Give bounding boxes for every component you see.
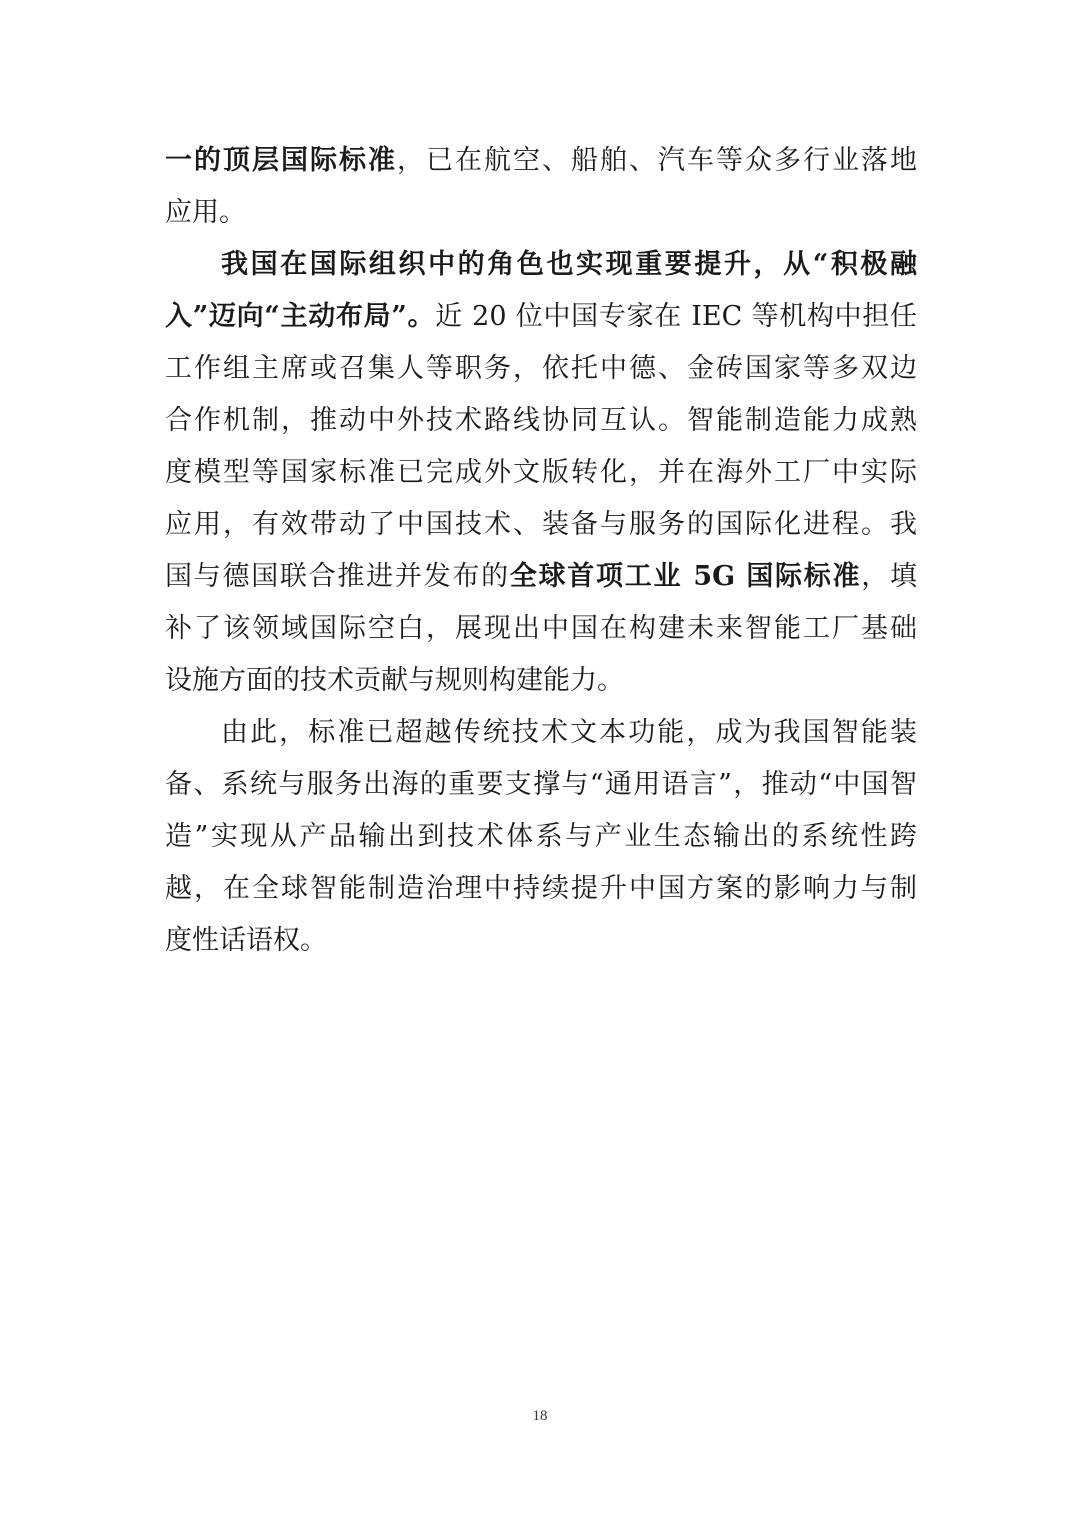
text-line [165,291,917,343]
text-line [165,551,917,603]
text-line [165,343,917,395]
text-run: 合作机制，推动中外技术路线协同互认。智能制造能力成熟 [165,405,917,436]
text-line [165,395,917,447]
text-run: 越，在全球智能制造治理中持续提升中国方案的影响力与制 [165,873,917,904]
text-line [165,759,917,811]
text-line [165,239,917,291]
text-run: 造”实现从产品输出到技术体系与产业生态输出的系统性跨 [165,821,917,852]
bold-text-run: 一的顶层国际标准 [165,145,397,176]
page-number: 18 [532,1408,548,1424]
text-line [165,187,917,239]
text-run: ，填 [861,561,917,592]
body-text [165,135,917,967]
text-run: 工作组主席或召集人等职务，依托中德、金砖国家等多双边 [165,353,917,384]
text-line [165,447,917,499]
text-line [165,603,917,655]
text-run: 应用。 [165,197,246,228]
bold-text-run: 全球首项工业 5G 国际标准 [509,561,862,592]
text-run: 补了该领域国际空白，展现出中国在构建未来智能工厂基础 [165,613,917,644]
text-run: 度模型等国家标准已完成外文版转化，并在海外工厂中实际 [165,457,917,488]
text-run: 设施方面的技术贡献与规则构建能力。 [165,665,624,696]
text-run: 备、系统与服务出海的重要支撑与“通用语言”，推动“中国智 [165,769,917,800]
text-run: ，已在航空、船舶、汽车等众多行业落地 [397,145,917,176]
text-line [165,863,917,915]
text-line [165,655,917,707]
text-run: 近 20 位中国专家在 IEC 等机构中担任 [435,301,917,332]
text-line [165,915,917,967]
text-run: 度性话语权。 [165,925,327,956]
bold-text-run: 入”迈向“主动布局”。 [165,301,436,332]
text-line [165,499,917,551]
text-run: 国与德国联合推进并发布的 [165,561,510,592]
text-line [165,135,917,187]
bold-text-run: 我国在国际组织中的角色也实现重要提升，从“积极融 [221,249,917,280]
text-run: 应用，有效带动了中国技术、装备与服务的国际化进程。我 [165,509,917,540]
text-line [165,811,917,863]
text-line [165,707,917,759]
text-run: 由此，标准已超越传统技术文本功能，成为我国智能装 [221,717,917,748]
